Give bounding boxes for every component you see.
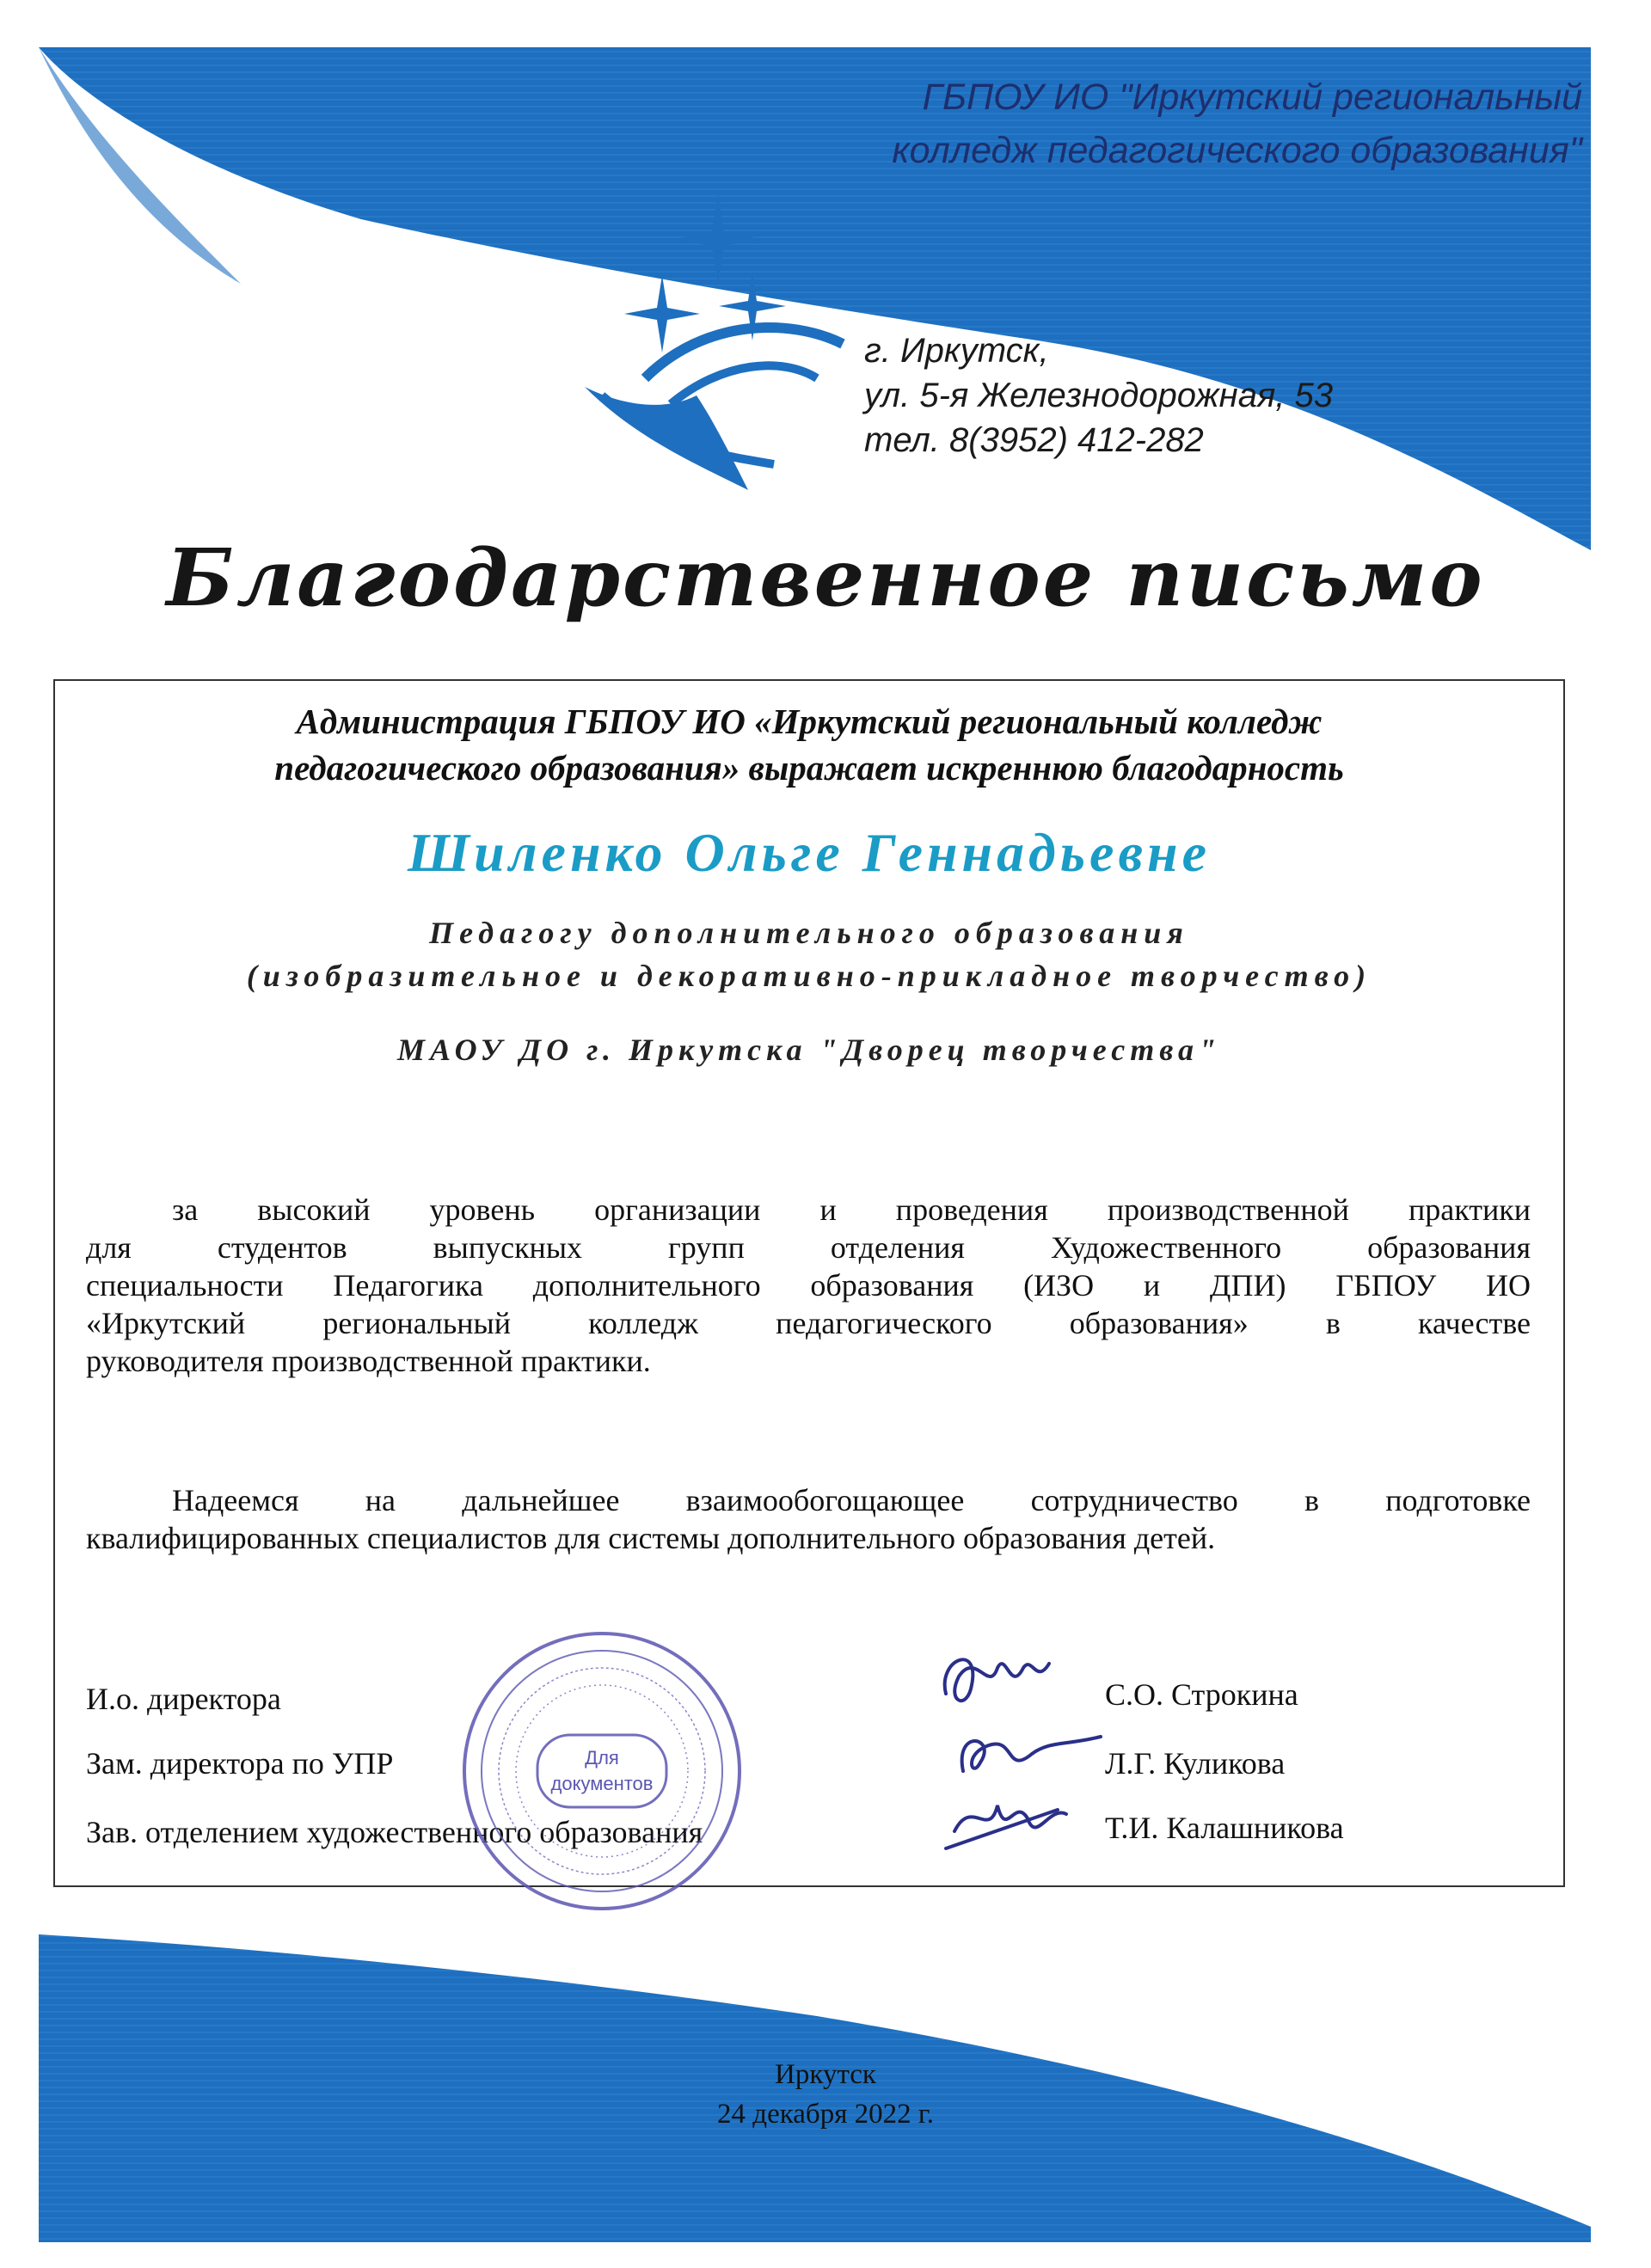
header-address <box>864 328 1333 463</box>
recipient-position <box>53 911 1565 997</box>
paragraph-cooperation <box>86 1481 1531 1557</box>
official-stamp <box>456 1625 748 1917</box>
paragraph-line: квалифицированных специалистов для системы дополнительного образования детей. <box>86 1521 1216 1555</box>
college-logo <box>568 181 851 490</box>
paragraph-line: за высокий уровень организации и проведения производственной практики <box>172 1192 1531 1227</box>
paragraph-line: Надеемся на дальнейшее взаимообогощающее сотрудничество в подготовке <box>172 1483 1531 1517</box>
stamp-center-line2: документов <box>550 1773 654 1794</box>
letter-title: Благодарственное письмо <box>166 531 1485 624</box>
signature-name-director: С.О. Строкина <box>1105 1677 1298 1712</box>
signature-role-director: И.о. директора <box>86 1682 281 1716</box>
header-org-line2: колледж педагогического образования" <box>892 130 1582 171</box>
position-line2: (изобразительное и декоративно-прикладное творчество) <box>246 959 1372 993</box>
header-org-line1: ГБПОУ ИО "Иркутский региональный <box>922 77 1582 118</box>
signature-name-head: Т.И. Калашникова <box>1105 1811 1344 1845</box>
header-organization <box>740 70 1582 177</box>
address-city: г. Иркутск, <box>864 332 1049 370</box>
signature-role-deputy: Зам. директора по УПР <box>86 1746 394 1781</box>
paragraph-line: специальности Педагогика дополнительного образования (ИЗО и ДПИ) ГБПОУ ИО <box>86 1268 1531 1303</box>
star-large <box>674 193 762 284</box>
intro-line1: Администрация ГБПОУ ИО «Иркутский региональный колледж <box>296 702 1323 741</box>
footer-city: Иркутск <box>775 2059 876 2090</box>
address-phone: тел. 8(3952) 412-282 <box>864 421 1204 459</box>
paragraph-line: руководителя производственной практики. <box>86 1344 651 1378</box>
recipient-organization: МАОУ ДО г. Иркутска "Дворец творчества" <box>396 1033 1222 1067</box>
handwritten-signatures <box>929 1634 1118 1874</box>
paragraph-line: для студентов выпускных групп отделения Художественного образования <box>86 1230 1531 1265</box>
paragraph-line: «Иркутский региональный колледж педагогического образования» в качестве <box>86 1306 1531 1340</box>
footer-date: 24 декабря 2022 г. <box>717 2099 934 2130</box>
signature-role-head: Зав. отделением художественного образования <box>86 1815 703 1849</box>
paragraph-gratitude <box>86 1191 1531 1380</box>
stamp-center-line1: Для <box>585 1747 619 1768</box>
letter-intro <box>53 698 1565 791</box>
recipient-name: Шиленко Ольге Геннадьевне <box>408 822 1211 883</box>
address-street: ул. 5-я Железнодорожная, 53 <box>864 377 1334 414</box>
intro-line2: педагогического образования» выражает искреннюю благодарность <box>274 748 1344 788</box>
position-line1: Педагогу дополнительного образования <box>429 916 1189 950</box>
signature-name-deputy: Л.Г. Куликова <box>1105 1746 1286 1781</box>
footer <box>0 2055 1651 2134</box>
